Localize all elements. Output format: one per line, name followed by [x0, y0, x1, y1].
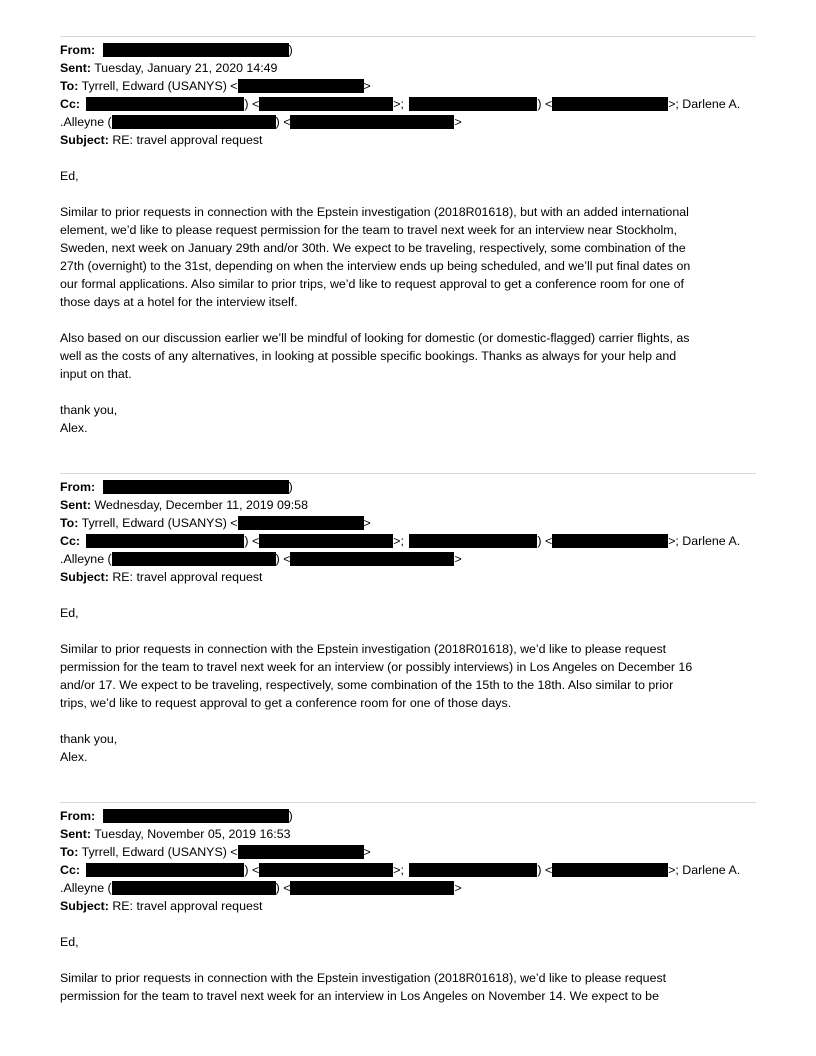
cc-separator: >;: [393, 534, 404, 548]
email-message-1: [60, 36, 756, 473]
to-label: To:: [60, 79, 79, 93]
body-line: Similar to prior requests in connection with the Epstein investigation (2018R01618), we’d like to please request: [60, 971, 667, 985]
cc-separator: ) <: [244, 534, 260, 548]
to-suffix: >: [363, 516, 371, 530]
cc-separator: ) <: [244, 97, 260, 111]
email-message-3: [60, 802, 756, 1005]
redaction-box: [103, 43, 289, 57]
cc-label: Cc:: [60, 863, 80, 877]
cc-separator: ) <: [537, 863, 553, 877]
to-line: [60, 77, 756, 95]
redaction-box: [290, 552, 454, 566]
subject-text: RE: travel approval request: [112, 899, 263, 913]
cc-tail: >; Darlene A.: [668, 97, 741, 111]
body-line: Similar to prior requests in connection with the Epstein investigation (2018R01618), but with an added international: [60, 205, 689, 219]
cc2-separator: ) <: [275, 881, 291, 895]
cc-separator: >;: [393, 863, 404, 877]
body-line: trips, we’d like to request approval to get a conference room for one of those days.: [60, 696, 512, 710]
body-line: our formal applications. Also similar to prior trips, we’d like to request approval to get a conference room for one of: [60, 277, 684, 291]
sent-label: Sent:: [60, 61, 91, 75]
from-line: [60, 807, 756, 825]
redaction-box: [290, 115, 454, 129]
header-divider: [60, 802, 756, 803]
from-label: From:: [60, 43, 96, 57]
cc2-tail: >: [454, 115, 462, 129]
redaction-box: [409, 863, 537, 877]
redaction-box: [259, 863, 393, 877]
cc-line: [60, 95, 756, 113]
body-line: permission for the team to travel next week for an interview (or possibly interviews) in Los Angeles on December 16: [60, 660, 693, 674]
header-divider: [60, 36, 756, 37]
cc2-head: .Alleyne (: [60, 115, 112, 129]
from-line: [60, 478, 756, 496]
from-suffix: ): [288, 809, 293, 823]
redaction-box: [552, 863, 668, 877]
to-label: To:: [60, 516, 79, 530]
header-divider: [60, 473, 756, 474]
body-line: 27th (overnight) to the 31st, depending on when the interview ends up being scheduled, and we’ll put final dates on: [60, 259, 691, 273]
subject-label: Subject:: [60, 899, 109, 913]
cc-separator: ) <: [537, 97, 553, 111]
body-line: Similar to prior requests in connection with the Epstein investigation (2018R01618), we’d like to please request: [60, 642, 667, 656]
sent-label: Sent:: [60, 827, 91, 841]
subject-line: [60, 897, 756, 915]
subject-label: Subject:: [60, 133, 109, 147]
redaction-box: [259, 534, 393, 548]
sent-line: [60, 825, 756, 843]
redaction-box: [259, 97, 393, 111]
sent-date: Tuesday, November 05, 2019 16:53: [94, 827, 291, 841]
cc-label: Cc:: [60, 97, 80, 111]
sent-date: Wednesday, December 11, 2019 09:58: [94, 498, 308, 512]
redaction-box: [112, 881, 276, 895]
body-line: well as the costs of any alternatives, in looking at possible specific bookings. Thanks as always for your help and: [60, 349, 677, 363]
subject-label: Subject:: [60, 570, 109, 584]
cc2-tail: >: [454, 552, 462, 566]
cc2-head: .Alleyne (: [60, 881, 112, 895]
redaction-box: [103, 480, 289, 494]
body-line: those days at a hotel for the interview itself.: [60, 295, 298, 309]
to-line: [60, 514, 756, 532]
redaction-box: [552, 534, 668, 548]
greeting: Ed,: [60, 935, 79, 949]
cc-tail: >; Darlene A.: [668, 863, 741, 877]
body-paragraph: [60, 329, 756, 383]
body-paragraph: [60, 640, 756, 712]
body-line: Also based on our discussion earlier we’ll be mindful of looking for domestic (or domestic-flagged) carrier flights, as: [60, 331, 690, 345]
redaction-box: [103, 809, 289, 823]
to-suffix: >: [363, 845, 371, 859]
cc-separator: ) <: [537, 534, 553, 548]
from-line: [60, 41, 756, 59]
body-line: permission for the team to travel next week for an interview in Los Angeles on November 14. We expect to be: [60, 989, 659, 1003]
redaction-box: [409, 534, 537, 548]
body-paragraph: [60, 969, 756, 1005]
to-label: To:: [60, 845, 79, 859]
closing: thank you,: [60, 403, 118, 417]
cc-line-continued: [60, 879, 756, 897]
to-name: Tyrrell, Edward (USANYS) <: [81, 79, 238, 93]
redaction-box: [238, 516, 364, 530]
redaction-box: [238, 845, 364, 859]
cc-separator: ) <: [244, 863, 260, 877]
body-line: Sweden, next week on January 29th and/or 30th. We expect to be traveling, respectively, some combination of the: [60, 241, 686, 255]
cc2-separator: ) <: [275, 115, 291, 129]
cc-tail: >; Darlene A.: [668, 534, 741, 548]
redaction-box: [238, 79, 364, 93]
to-name: Tyrrell, Edward (USANYS) <: [81, 516, 238, 530]
redaction-box: [112, 552, 276, 566]
document-page: [60, 36, 756, 1005]
from-suffix: ): [288, 480, 293, 494]
from-label: From:: [60, 809, 96, 823]
cc-line-continued: [60, 113, 756, 131]
cc-line: [60, 532, 756, 550]
sent-date: Tuesday, January 21, 2020 14:49: [94, 61, 278, 75]
cc2-tail: >: [454, 881, 462, 895]
redaction-box: [409, 97, 537, 111]
signature: Alex.: [60, 750, 88, 764]
redaction-box: [86, 863, 244, 877]
greeting: Ed,: [60, 606, 79, 620]
cc2-head: .Alleyne (: [60, 552, 112, 566]
body-paragraph: [60, 203, 756, 311]
subject-line: [60, 568, 756, 586]
sent-label: Sent:: [60, 498, 91, 512]
cc-line: [60, 861, 756, 879]
cc2-separator: ) <: [275, 552, 291, 566]
redaction-box: [552, 97, 668, 111]
closing: thank you,: [60, 732, 118, 746]
body-line: element, we’d like to please request permission for the team to travel next week for an interview near Stockholm,: [60, 223, 678, 237]
body-line: input on that.: [60, 367, 132, 381]
sent-line: [60, 496, 756, 514]
to-suffix: >: [363, 79, 371, 93]
to-name: Tyrrell, Edward (USANYS) <: [81, 845, 238, 859]
subject-line: [60, 131, 756, 149]
redaction-box: [86, 534, 244, 548]
redaction-box: [112, 115, 276, 129]
email-message-2: [60, 473, 756, 802]
redaction-box: [86, 97, 244, 111]
cc-line-continued: [60, 550, 756, 568]
from-suffix: ): [288, 43, 293, 57]
greeting: Ed,: [60, 169, 79, 183]
cc-label: Cc:: [60, 534, 80, 548]
redaction-box: [290, 881, 454, 895]
sent-line: [60, 59, 756, 77]
cc-separator: >;: [393, 97, 404, 111]
from-label: From:: [60, 480, 96, 494]
signature: Alex.: [60, 421, 88, 435]
body-line: and/or 17. We expect to be traveling, respectively, some combination of the 15th to the 18th. Also similar to prior: [60, 678, 674, 692]
subject-text: RE: travel approval request: [112, 133, 263, 147]
to-line: [60, 843, 756, 861]
subject-text: RE: travel approval request: [112, 570, 263, 584]
